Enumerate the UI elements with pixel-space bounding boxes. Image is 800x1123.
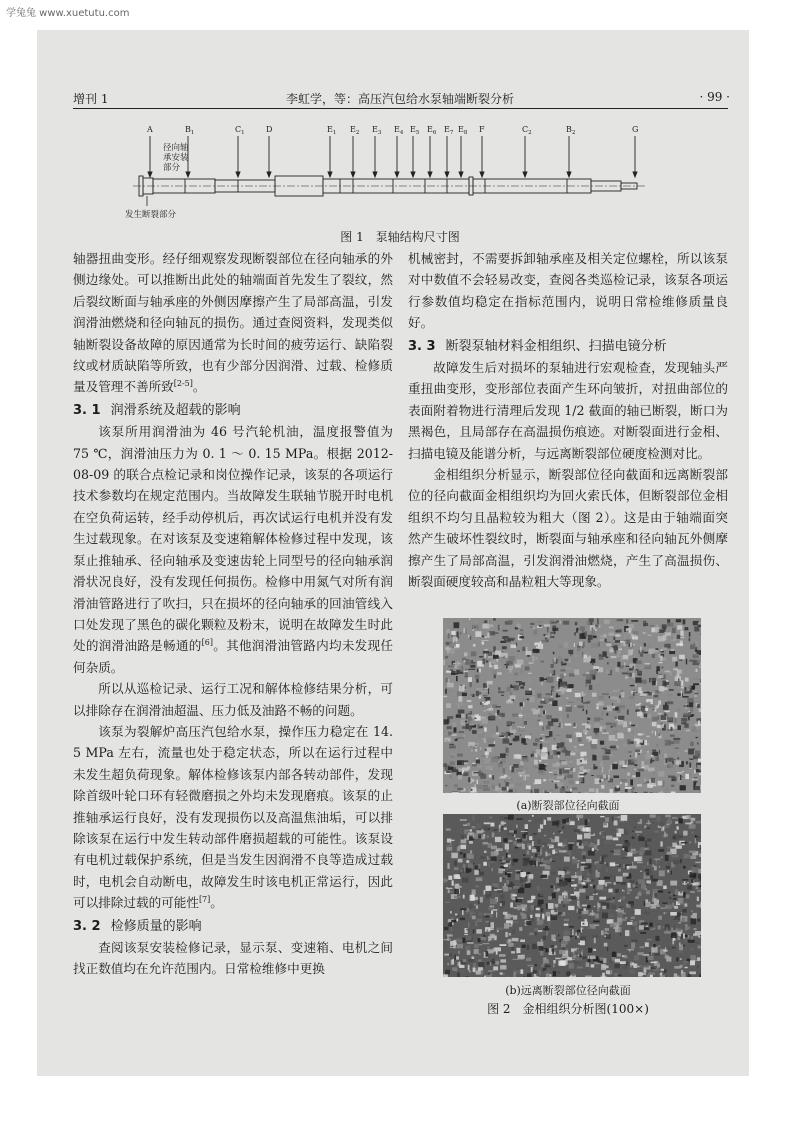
right-column [408,248,728,593]
micrograph-fracture-section [443,618,701,793]
figure2b-caption: (b)远离断裂部位径向截面 [505,984,631,997]
bearing-label-line2: 承安装 [163,153,189,163]
left-column [73,248,393,980]
figure2a-caption: (a)断裂部位径向截面 [516,799,620,812]
header-rule [73,108,728,109]
position-label: $E_8$ [458,125,468,136]
position-label: $E_2$ [350,125,360,136]
paragraph: 轴器扭曲变形。经仔细观察发现断裂部位在径向轴承的外侧边缘处。可以推断出此处的轴端面首先发生了裂纹，然后裂纹断面与轴承座的外侧因摩擦产生了局部高温，引发润滑油燃烧和径向轴瓦的损伤。通过查阅资料，发现类似轴断裂设备故障的原因通常为长时间的疲劳运行、缺陷裂纹或材质缺陷等所致，也有少部分因润滑、过载、检修质量及管理不善所致[2-5]。 [73,251,393,395]
paragraph: 故障发生后对损坏的泵轴进行宏观检查，发现轴头严重扭曲变形，变形部位表面产生环向皱折，对扭曲部位的表面附着物进行清理后发现 1/2 截面的轴已断裂，断口为黑褐色，且局部存在高温损伤痕迹。对断裂面进行金相、扫描电镜及能谱分析，与远离断裂部位硬度检测对比。 [408,360,728,461]
page-number: · 99 · [699,90,730,104]
bearing-label-line1: 径向轴 [163,143,189,153]
bearing-label-line3: 部分 [163,163,181,173]
position-label: $E_7$ [444,125,454,136]
watermark: 学兔兔 www.xuetutu.com [6,8,130,19]
citation: [7] [198,895,211,904]
position-label: F [479,125,485,134]
journal-issue: 增刊 1 [73,92,109,106]
position-label: $E_4$ [394,125,404,136]
paragraph: 该泵所用润滑油为 46 号汽轮机油，温度报警值为 75 ℃，润滑油压力为 0. 1 ～ 0. 15 MPa。根据 2012-08-09 的联合点检记录和岗位操作记录，该泵的各项运行技术参数均在规定范围内。当故障发生联轴节脱开时电机在空负荷运转，经手动停机后，再次试运行电机并没有发生过载现象。在对该泵及变速箱解体检修过程中发现，该泵止推轴承、径向轴承及变速齿轮上同型号的径向轴承润滑状况良好，没有发现任何损伤。检修中用氮气对所有润滑油管路进行了吹扫，只在损坏的径向轴承的回油管线入口处发现了黑色的碳化颗粒及粉末，说明在故障发生时此处的润滑油路是畅通的[6]。其他润滑油管路内均未发现任何杂质。 [73,424,394,675]
position-label: D [266,125,273,134]
fracture-label: 发生断裂部分 [125,210,177,220]
citation: [6] [201,638,213,648]
figure1-caption: 图 1 泵轴结构尺寸图 [340,230,460,244]
position-label: $C_1$ [235,125,245,136]
shaft-diagram [125,120,665,225]
position-label: $E_6$ [427,125,437,136]
paragraph: 金相组织分析显示，断裂部位径向截面和远离断裂部位的径向截面金相组织均为回火索氏体，但断裂部位金相组织不均匀且晶粒较为粗大（图 2）。这是由于轴端面突然产生破坏性裂纹时，断裂面与轴承座和径向轴瓦外侧摩擦产生了局部高温，引发润滑油燃烧，产生了高温损伤、断裂面硬度较高和晶粒粗大等现象。 [408,467,728,590]
position-label: $E_1$ [327,125,337,136]
position-label: $C_2$ [522,125,532,136]
position-label: $B_1$ [185,125,195,136]
position-label: G [632,125,639,134]
citation: [2-5] [173,379,193,389]
position-label: $B_2$ [566,125,576,136]
micrograph-remote-section [443,814,701,977]
section-heading-3-2: 3. 2 检修质量的影响 [73,918,202,934]
running-title: 李虹学，等：高压汽包给水泵轴端断裂分析 [285,92,514,106]
paragraph: 机械密封，不需要拆卸轴承座及相关定位螺栓，所以该泵对中数值不会轻易改变，查阅各类巡检记录，该泵各项运行参数值均稳定在指标范围内，说明日常检维修质量良好。 [408,251,728,331]
position-label: $E_3$ [372,125,382,136]
position-label: $E_5$ [410,125,420,136]
paragraph: 该泵为裂解炉高压汽包给水泵，操作压力稳定在 14. 5 MPa 左右，流量也处于稳定状态，所以在运行过程中未发生超负荷现象。解体检修该泵内部各转动部件，发现除首级叶轮口环有轻微磨损之外均未发现磨痕。该泵的止推轴承运行良好，没有发现损伤以及高温焦油垢，可以排除该泵在运行中发生转动部件磨损超载的可能性。该泵设有电机过载保护系统，但是当发生因润滑不良等造成过载时，电机会自动断电，故障发生时该电机正常运行，因此可以排除过载的可能性[7]。 [73,723,393,911]
paragraph: 查阅该泵安装检修记录，显示泵、变速箱、电机之间找正数值均在允许范围内。日常检维修中更换 [73,940,393,977]
section-heading-3-1: 3. 1 润滑系统及超载的影响 [73,402,241,418]
position-label: A [147,125,153,134]
figure2-caption: 图 2 金相组织分析图(100×) [487,1002,649,1016]
paragraph: 所以从巡检记录、运行工况和解体检修结果分析，可以排除存在润滑油超温、压力低及油路不畅的问题。 [73,681,393,718]
section-heading-3-3: 3. 3 断裂泵轴材料金相组织、扫描电镜分析 [408,338,667,354]
